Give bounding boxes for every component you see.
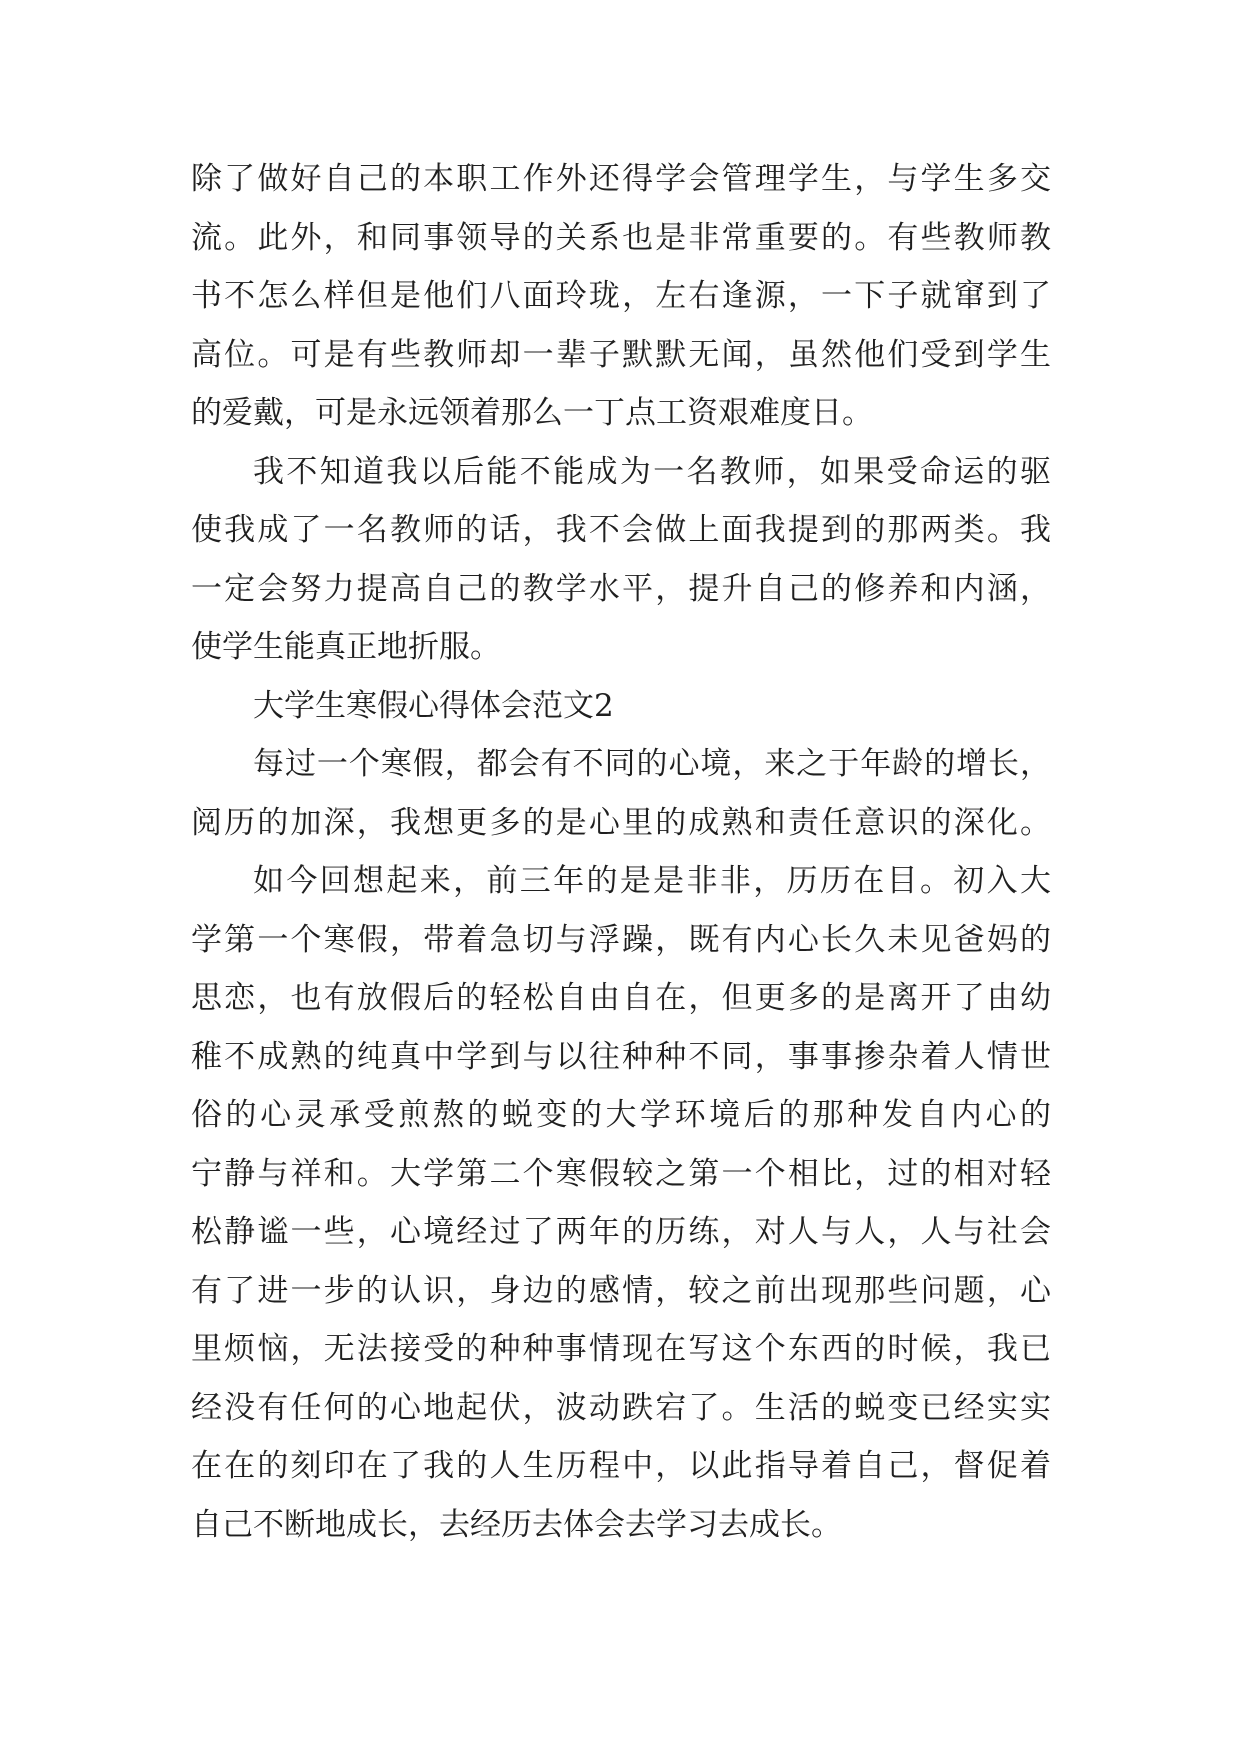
text-line: 流。此外，和同事领导的关系也是非常重要的。有些教师教 xyxy=(191,219,1051,256)
text-line: 稚不成熟的纯真中学到与以往种种不同，事事掺杂着人情世 xyxy=(191,1038,1051,1075)
text-line: 里烦恼，无法接受的种种事情现在写这个东西的时候，我已 xyxy=(191,1331,1051,1367)
text-line: 阅历的加深，我想更多的是心里的成熟和责任意识的深化。 xyxy=(191,804,1051,841)
text-line: 使学生能真正地折服。 xyxy=(191,629,501,665)
text-line: 宁静与祥和。大学第二个寒假较之第一个相比，过的相对轻 xyxy=(191,1155,1051,1192)
document-body xyxy=(191,150,1051,1554)
text-line: 我不知道我以后能不能成为一名教师，如果受命运的驱 xyxy=(253,453,1051,490)
text-line: 高位。可是有些教师却一辈子默默无闻，虽然他们受到学生 xyxy=(191,336,1051,373)
section-heading: 大学生寒假心得体会范文2 xyxy=(253,687,614,724)
text-line: 俗的心灵承受煎熬的蜕变的大学环境后的那种发自内心的 xyxy=(191,1097,1051,1133)
text-line: 使我成了一名教师的话，我不会做上面我提到的那两类。我 xyxy=(191,512,1051,548)
text-line: 学第一个寒假，带着急切与浮躁，既有内心长久未见爸妈的 xyxy=(191,921,1051,958)
text-line: 一定会努力提高自己的教学水平，提升自己的修养和内涵， xyxy=(191,570,1051,607)
text-line: 有了进一步的认识，身边的感情，较之前出现那些问题，心 xyxy=(191,1272,1051,1309)
text-line: 经没有任何的心地起伏，波动跌宕了。生活的蜕变已经实实 xyxy=(191,1389,1051,1426)
text-line: 书不怎么样但是他们八面玲珑，左右逢源，一下子就窜到了 xyxy=(191,278,1051,314)
text-line: 除了做好自己的本职工作外还得学会管理学生，与学生多交 xyxy=(191,161,1051,197)
text-line: 思恋，也有放假后的轻松自由自在，但更多的是离开了由幼 xyxy=(191,980,1051,1016)
text-line: 松静谧一些，心境经过了两年的历练，对人与人，人与社会 xyxy=(191,1214,1051,1250)
text-line: 如今回想起来，前三年的是是非非，历历在目。初入大 xyxy=(253,863,1051,899)
text-line: 每过一个寒假，都会有不同的心境，来之于年龄的增长， xyxy=(253,746,1051,782)
text-line: 自己不断地成长，去经历去体会去学习去成长。 xyxy=(191,1506,842,1543)
text-line: 的爱戴，可是永远领着那么一丁点工资艰难度日。 xyxy=(191,395,873,431)
text-line: 在在的刻印在了我的人生历程中，以此指导着自己，督促着 xyxy=(191,1448,1051,1484)
